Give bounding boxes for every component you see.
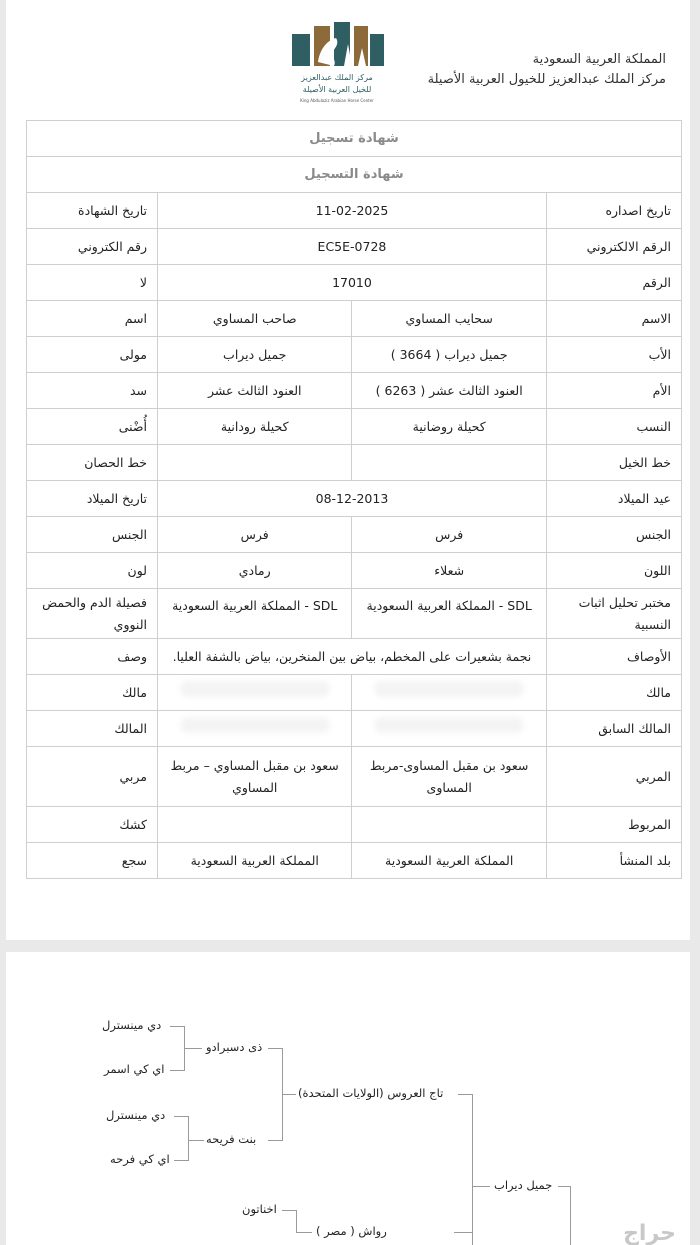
table-row: مالك مالك: [27, 675, 682, 711]
logo-emblem-icon: [284, 18, 390, 124]
pedigree-ssss: دي مينسترل: [102, 1018, 162, 1032]
svg-text:King Abdulaziz Arabian Horse C: King Abdulaziz Arabian Horse Center: [300, 98, 374, 103]
table-row: الأم العنود الثالث عشر ( 6263 ) العنود الثالث عشر سد: [27, 373, 682, 409]
header-center: مركز الملك عبدالعزيز للخيول العربية الأصيلة: [427, 72, 666, 87]
table-row: النسب كحيلة روضانية كحيلة رودانية أُضْنى: [27, 409, 682, 445]
certificate-title: شهادة تسجيل: [27, 121, 682, 157]
svg-text:مركز الملك عبدالعزيز: مركز الملك عبدالعزيز: [301, 73, 373, 82]
table-row: الأب جميل ديراب ( 3664 ) جميل ديراب مولى: [27, 337, 682, 373]
header-text: [428, 50, 666, 90]
pedigree-sire-sire: تاج العروس (الولايات المتحدة): [298, 1086, 444, 1100]
pedigree-sssd: اي كي اسمر: [104, 1062, 165, 1076]
svg-text:للخيل العربية الأصيلة: للخيل العربية الأصيلة: [302, 85, 372, 94]
table-row: الجنس فرس فرس الجنس: [27, 517, 682, 553]
pedigree-page: [6, 952, 690, 1245]
table-row: المربي سعود بن مقبل المساوى-مربط المساوى سعود بن مقبل المساوي – مربط المساوي مربي: [27, 747, 682, 807]
header-country: المملكة العربية السعودية: [532, 52, 666, 67]
pedigree-sss: ذى دسبرادو: [206, 1040, 263, 1054]
table-row: الرقم الالكتروني EC5E-0728 رقم الكتروني: [27, 229, 682, 265]
table-row: بلد المنشأ المملكة العربية السعودية المملكة العربية السعودية سجع: [27, 843, 682, 879]
table-row: الأوصاف نجمة بشعيرات على المخطم، بياض بين المنخرين، بياض بالشفة العليا. وصف: [27, 639, 682, 675]
table-row: خط الخيل خط الحصان: [27, 445, 682, 481]
pedigree-sire: جميل ديراب: [494, 1178, 553, 1192]
pedigree-sire-dam: رواش ( مصر ): [316, 1224, 387, 1238]
pedigree-ssd: بنت فريحه: [206, 1132, 257, 1146]
pedigree-tree: [6, 952, 690, 1245]
watermark: حراج: [623, 1221, 676, 1245]
redacted-prev-owner: [374, 717, 524, 733]
redacted-owner: [374, 681, 524, 697]
kaahc-logo: [284, 18, 390, 124]
table-row: المربوط كشك: [27, 807, 682, 843]
certificate-subtitle: شهادة التسجيل: [27, 157, 682, 193]
pedigree-ssds: دي مينسترل: [106, 1108, 166, 1122]
table-row: عيد الميلاد 08-12-2013 تاريخ الميلاد: [27, 481, 682, 517]
pedigree-sds: اخناتون: [242, 1202, 277, 1216]
registration-table: [26, 120, 682, 879]
redacted-prev-owner: [180, 717, 330, 733]
table-row: الاسم سحايب المساوي صاحب المساوي اسم: [27, 301, 682, 337]
table-row: مختبر تحليل اثبات النسبية SDL - المملكة العربية السعودية SDL - المملكة العربية السعودية فصيلة الدم والحمض النووي: [27, 589, 682, 639]
certificate-page: [6, 0, 690, 940]
table-row: اللون شعلاء رمادي لون: [27, 553, 682, 589]
table-row: المالك السابق المالك: [27, 711, 682, 747]
redacted-owner: [180, 681, 330, 697]
table-row: تاريخ اصداره 11-02-2025 تاريخ الشهادة: [27, 193, 682, 229]
table-row: الرقم 17010 لا: [27, 265, 682, 301]
pedigree-ssdd: اي كي فرحه: [110, 1152, 170, 1166]
